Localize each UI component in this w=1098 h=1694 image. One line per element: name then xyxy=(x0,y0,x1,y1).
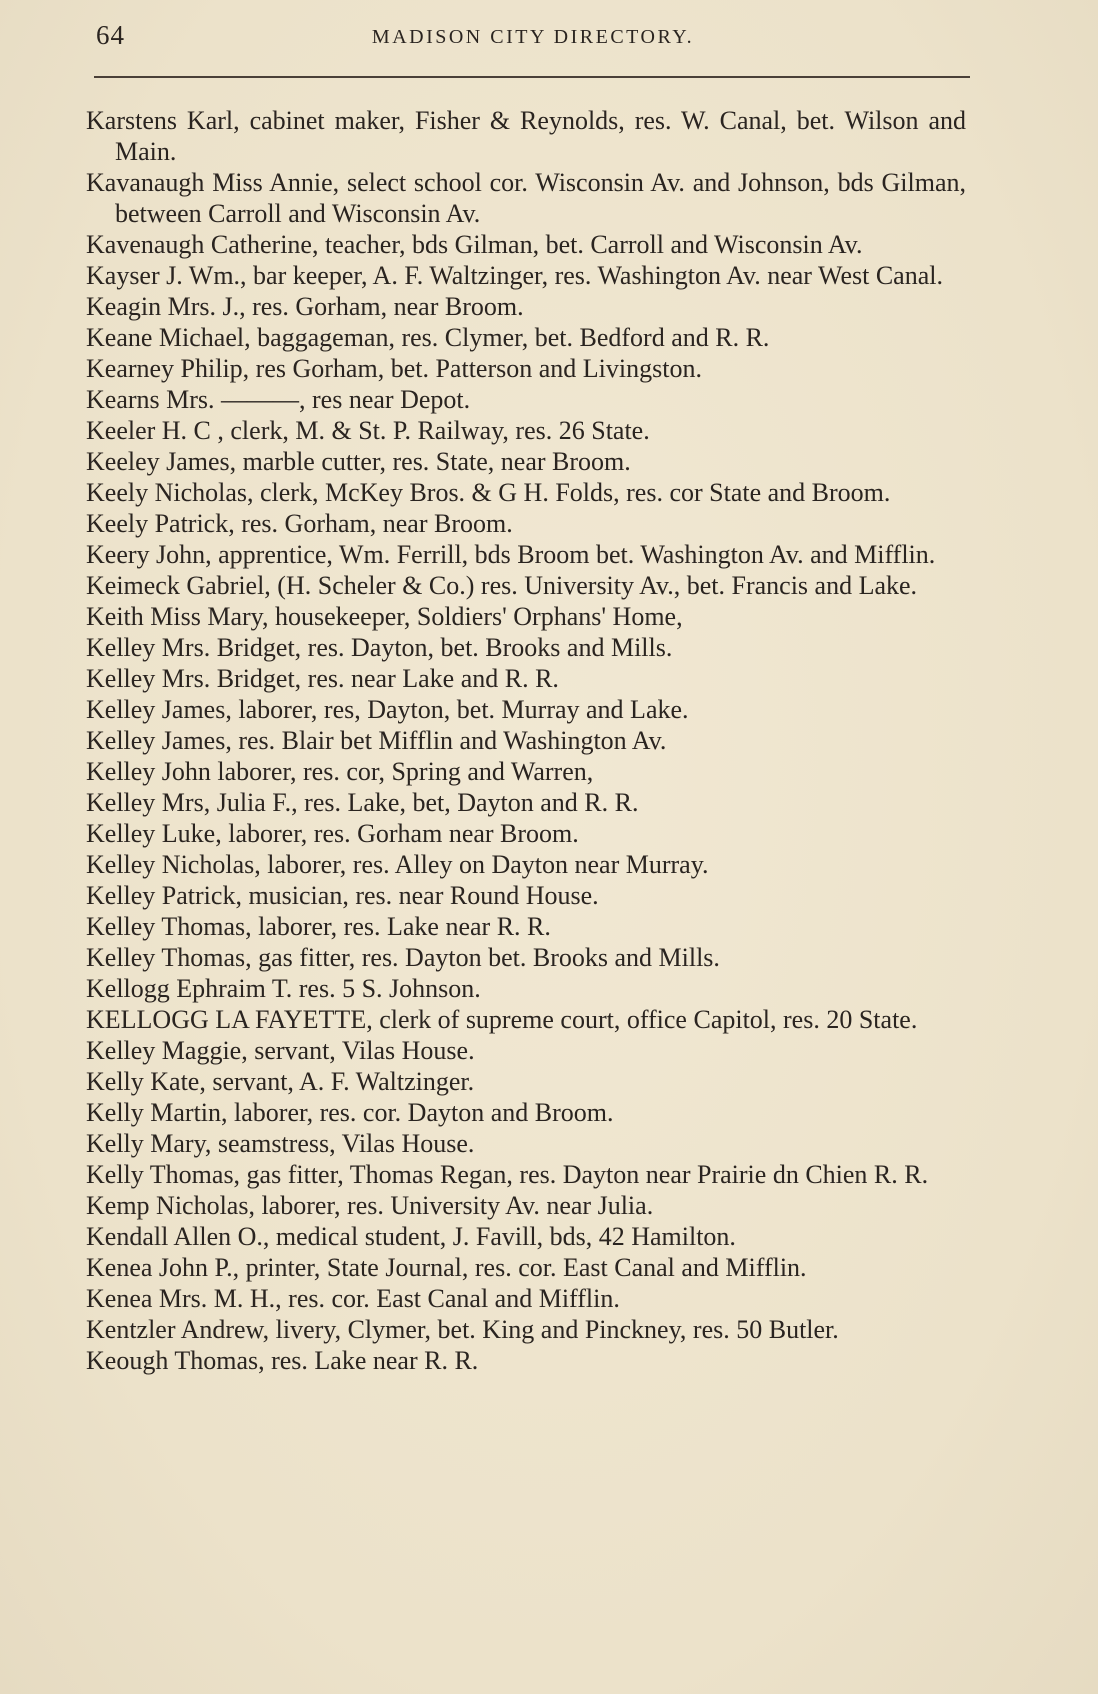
directory-entry: Kelley Nicholas, laborer, res. Alley on Dayton near Murray. xyxy=(86,850,709,879)
directory-entry: Kelly Mary, seamstress, Vilas House. xyxy=(86,1129,475,1158)
directory-entry: Kendall Allen O., medical student, J. Favill, bds, 42 Hamilton. xyxy=(86,1222,736,1251)
directory-entry: Kavenaugh Catherine, teacher, bds Gilman, bet. Carroll and Wisconsin Av. xyxy=(86,230,863,259)
directory-entry: Kelley Luke, laborer, res. Gorham near Broom. xyxy=(86,819,579,848)
directory-entry: KELLOGG LA FAYETTE, clerk of supreme court, office Capitol, res. 20 State. xyxy=(86,1005,918,1034)
page-number: 64 xyxy=(96,20,125,50)
header-rule xyxy=(94,76,970,78)
directory-entry: Kentzler Andrew, livery, Clymer, bet. King and Pinckney, res. 50 Butler. xyxy=(86,1315,839,1344)
directory-entry: Kelley Mrs. Bridget, res. Dayton, bet. Brooks and Mills. xyxy=(86,633,673,662)
directory-entry: Kelley Maggie, servant, Vilas House. xyxy=(86,1036,475,1065)
directory-entry: Kemp Nicholas, laborer, res. University Av. near Julia. xyxy=(86,1191,654,1220)
directory-entry: Kelley Mrs. Bridget, res. near Lake and R. R. xyxy=(86,664,559,693)
directory-entry: Keery John, apprentice, Wm. Ferrill, bds Broom bet. Washington Av. and Mifflin. xyxy=(86,540,936,569)
directory-entry: Keely Nicholas, clerk, McKey Bros. & G H. Folds, res. cor State and Broom. xyxy=(86,478,891,507)
directory-entry: Keeley James, marble cutter, res. State, near Broom. xyxy=(86,447,631,476)
directory-entry: Keagin Mrs. J., res. Gorham, near Broom. xyxy=(86,292,524,321)
directory-entry: Kearney Philip, res Gorham, bet. Patterson and Livingston. xyxy=(86,354,702,383)
directory-entry: Kelley Mrs, Julia F., res. Lake, bet, Dayton and R. R. xyxy=(86,788,639,817)
directory-entry: Keane Michael, baggageman, res. Clymer, bet. Bedford and R. R. xyxy=(86,323,770,352)
directory-entry: Keough Thomas, res. Lake near R. R. xyxy=(86,1346,479,1375)
directory-entry: Kelley John laborer, res. cor, Spring and Warren, xyxy=(86,757,594,786)
directory-entry: Kavanaugh Miss Annie, select school cor. Wisconsin Av. and Johnson, bds Gilman, between Carroll and Wisconsin Av. xyxy=(86,168,966,228)
directory-entry: Keith Miss Mary, housekeeper, Soldiers' Orphans' Home, xyxy=(86,602,683,631)
directory-entry: Kenea John P., printer, State Journal, res. cor. East Canal and Mifflin. xyxy=(86,1253,807,1282)
running-title: MADISON CITY DIRECTORY. xyxy=(371,26,695,48)
directory-entry: Kelly Martin, laborer, res. cor. Dayton and Broom. xyxy=(86,1098,614,1127)
directory-entry: Keimeck Gabriel, (H. Scheler & Co.) res. University Av., bet. Francis and Lake. xyxy=(86,571,918,600)
directory-entry: Kelley James, res. Blair bet Mifflin and Washington Av. xyxy=(86,726,667,755)
directory-entry: Kelly Thomas, gas fitter, Thomas Regan, res. Dayton near Prairie dn Chien R. R. xyxy=(86,1160,929,1189)
directory-entry: Kelley Patrick, musician, res. near Round House. xyxy=(86,881,599,910)
directory-entry: Kenea Mrs. M. H., res. cor. East Canal and Mifflin. xyxy=(86,1284,620,1313)
directory-entry: Keely Patrick, res. Gorham, near Broom. xyxy=(86,509,513,538)
directory-entry: Keeler H. C , clerk, M. & St. P. Railway, res. 26 State. xyxy=(86,416,650,445)
directory-entry: Kelley Thomas, laborer, res. Lake near R. R. xyxy=(86,912,551,941)
directory-entry: Kelly Kate, servant, A. F. Waltzinger. xyxy=(86,1067,475,1096)
directory-entry: Kearns Mrs. ———, res near Depot. xyxy=(86,385,471,414)
directory-entry: Kelley James, laborer, res, Dayton, bet. Murray and Lake. xyxy=(86,695,689,724)
page-header xyxy=(96,18,970,58)
directory-entry: Kayser J. Wm., bar keeper, A. F. Waltzinger, res. Washington Av. near West Canal. xyxy=(86,261,943,290)
directory-entry: Karstens Karl, cabinet maker, Fisher & Reynolds, res. W. Canal, bet. Wilson and Main. xyxy=(86,106,966,166)
directory-entry: Kellogg Ephraim T. res. 5 S. Johnson. xyxy=(86,974,481,1003)
directory-entry: Kelley Thomas, gas fitter, res. Dayton bet. Brooks and Mills. xyxy=(86,943,720,972)
directory-entries xyxy=(86,105,966,1376)
